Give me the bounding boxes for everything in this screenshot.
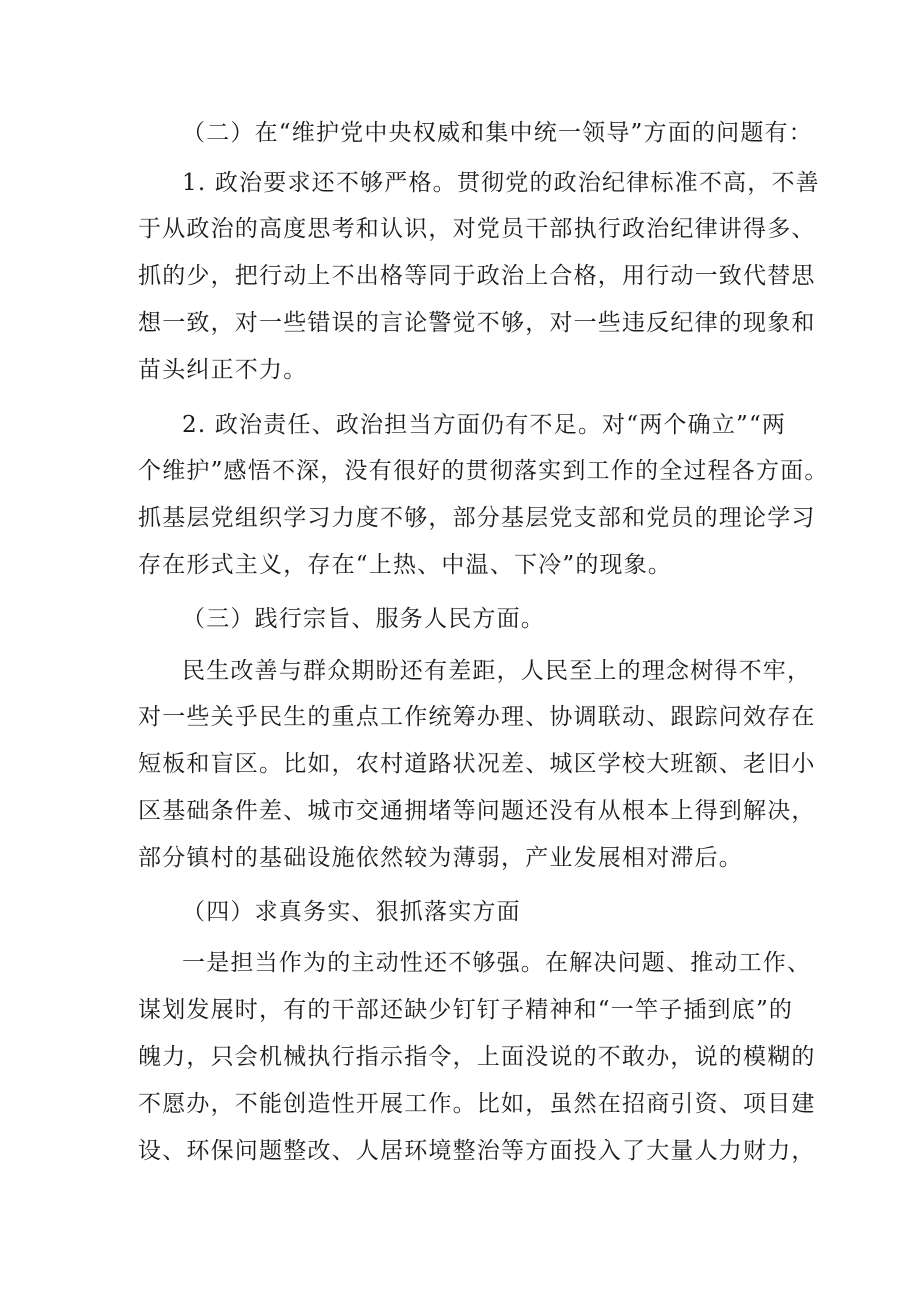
item-1-line-4: 想一致，对一些错误的言论警觉不够，对一些违反纪律的现象和 <box>138 310 816 336</box>
section-3-line-1: 民生改善与群众期盼还有差距，人民至上的理念树得不牢， <box>182 658 812 684</box>
section-4-line-5: 设、环保问题整改、人居环境整治等方面投入了大量人力财力， <box>138 1138 816 1164</box>
item-2-line-1: 2. 政治责任、政治担当方面仍有不足。对“两个确立”“两 <box>182 412 787 438</box>
section-4-heading: （四）求真务实、狠抓落实方面 <box>182 899 521 925</box>
item-1-line-1: 1. 政治要求还不够严格。贯彻党的政治纪律标准不高，不善 <box>182 170 820 196</box>
section-3-line-5: 部分镇村的基础设施依然较为薄弱，产业发展相对滞后。 <box>138 845 743 871</box>
item-2-line-4: 存在形式主义，存在“上热、中温、下冷”的现象。 <box>138 552 673 578</box>
section-3-line-2: 对一些关乎民生的重点工作统筹办理、协调联动、跟踪问效存在 <box>138 704 816 730</box>
item-2-line-3: 抓基层党组织学习力度不够，部分基层党支部和党员的理论学习 <box>138 505 816 531</box>
section-4-line-3: 魄力，只会机械执行指示指令，上面没说的不敢办，说的模糊的 <box>138 1044 816 1070</box>
section-4-line-1: 一是担当作为的主动性还不够强。在解决问题、推动工作、 <box>182 950 812 976</box>
section-4-line-2: 谋划发展时，有的干部还缺少钉钉子精神和“一竿子插到底”的 <box>138 997 794 1023</box>
section-2-heading: （二）在“维护党中央权威和集中统一领导”方面的问题有： <box>182 120 813 146</box>
section-3-heading: （三）践行宗旨、服务人民方面。 <box>182 606 545 632</box>
section-3-line-4: 区基础条件差、城市交通拥堵等问题还没有从根本上得到解决， <box>138 798 816 824</box>
section-3-line-3: 短板和盲区。比如，农村道路状况差、城区学校大班额、老旧小 <box>138 751 816 777</box>
item-1-line-5: 苗头纠正不力。 <box>138 357 308 383</box>
item-1-line-2: 于从政治的高度思考和认识，对党员干部执行政治纪律讲得多、 <box>138 216 816 242</box>
item-1-line-3: 抓的少，把行动上不出格等同于政治上合格，用行动一致代替思 <box>138 263 816 289</box>
item-2-line-2: 个维护”感悟不深，没有很好的贯彻落实到工作的全过程各方面。 <box>138 458 829 484</box>
section-4-line-4: 不愿办，不能创造性开展工作。比如，虽然在招商引资、项目建 <box>138 1091 816 1117</box>
